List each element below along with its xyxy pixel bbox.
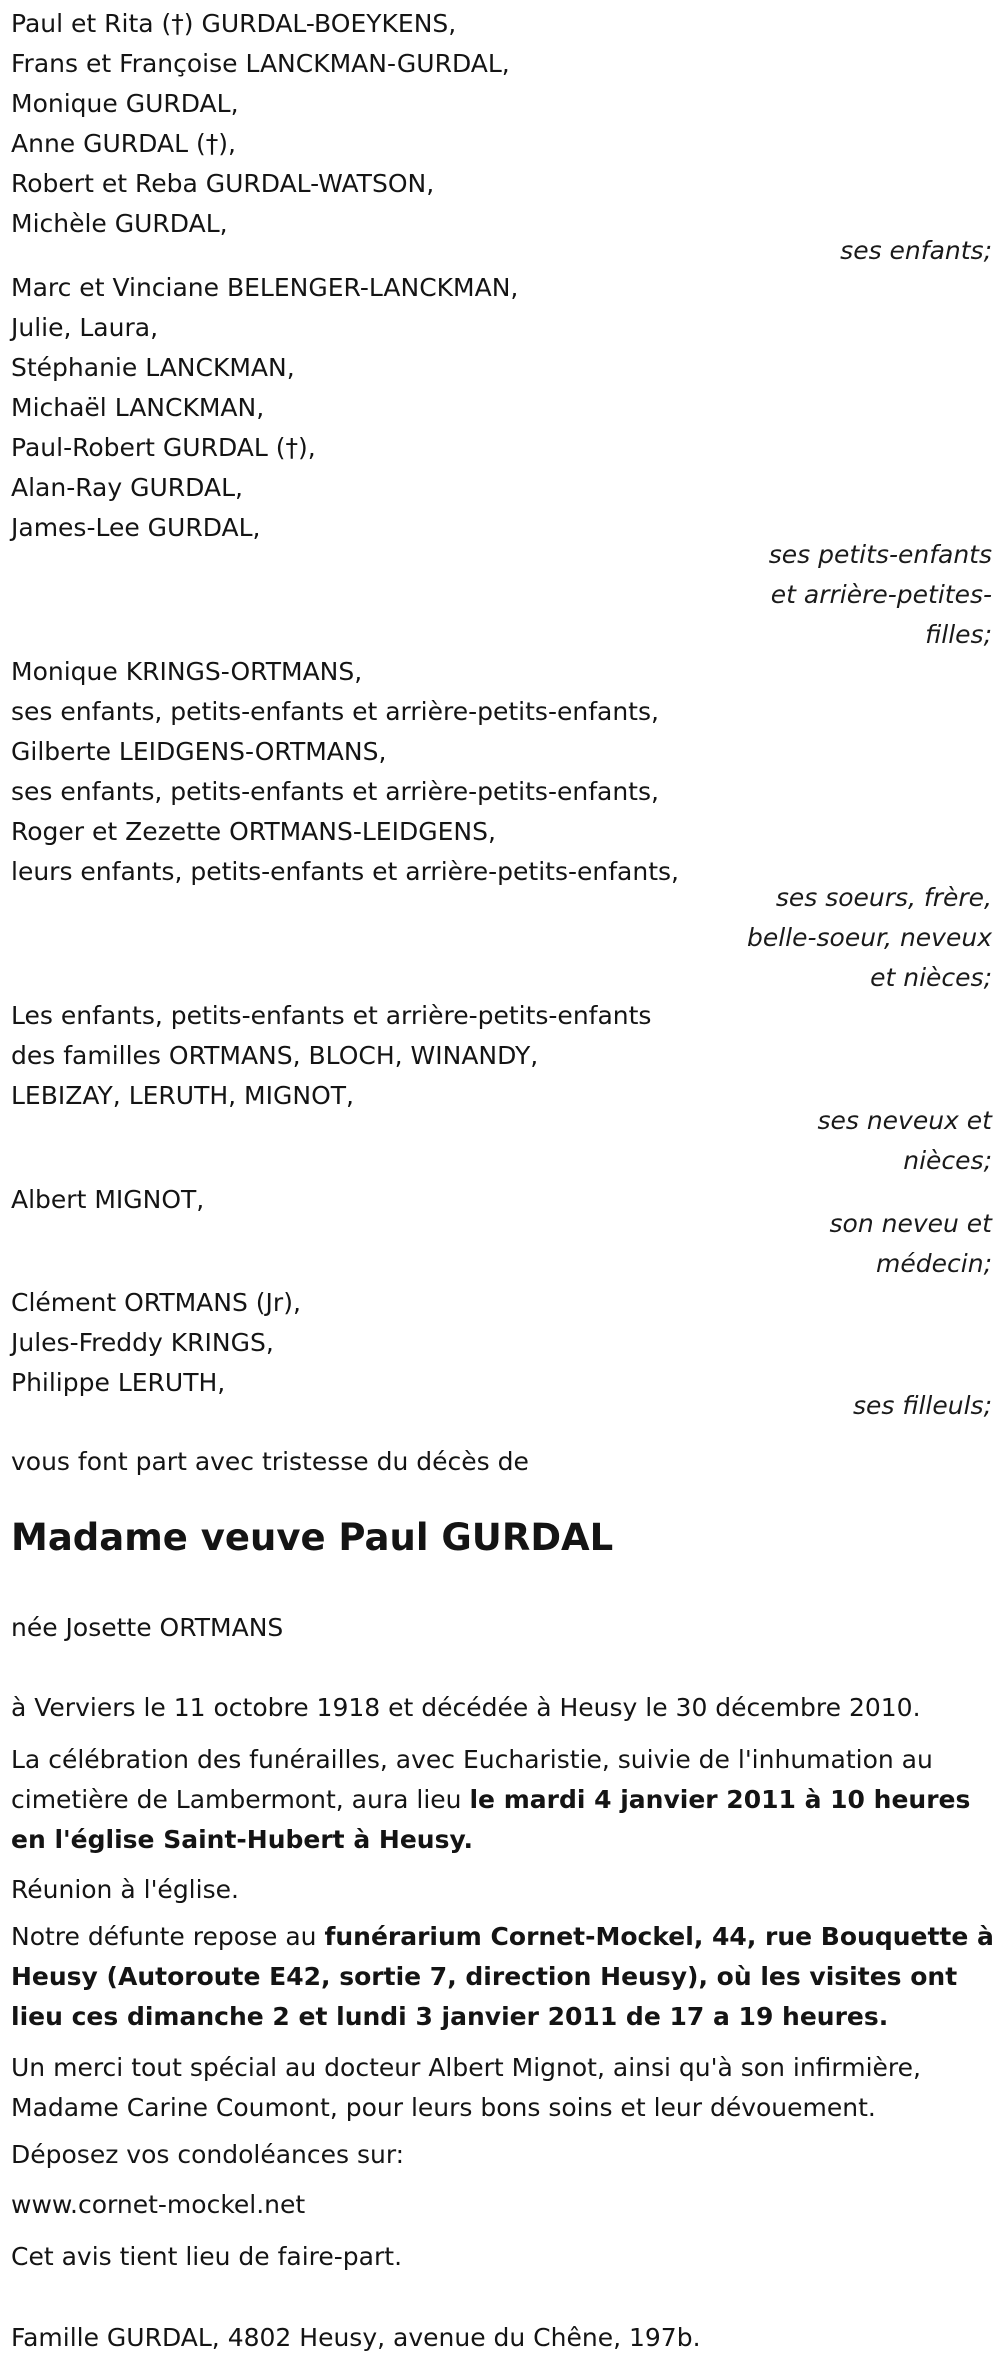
- role-grandchildren: [692, 535, 992, 655]
- role-line: ses neveux et: [817, 1106, 992, 1135]
- family-address: Famille GURDAL, 4802 Heusy, avenue du Chêne, 197b.: [11, 2323, 701, 2352]
- siblings-list: [11, 652, 991, 892]
- notice-text: Cet avis tient lieu de faire-part.: [11, 2242, 403, 2271]
- list-item: Jules-Freddy KRINGS,: [11, 1328, 274, 1357]
- role-line: et nièces;: [870, 963, 992, 992]
- role-line: médecin;: [876, 1249, 992, 1278]
- grandchildren-list: [11, 268, 991, 548]
- list-item: ses enfants, petits-enfants et arrière-petits-enfants,: [11, 777, 659, 806]
- list-item: Stéphanie LANCKMAN,: [11, 353, 295, 382]
- nephews-list: [11, 996, 991, 1116]
- thanks-paragraph: Un merci tout spécial au docteur Albert Mignot, ainsi qu'à son infirmière, Madame Carine Coumont, pour leurs bons soins et leur dévouement.: [11, 2053, 921, 2122]
- list-item: ses enfants, petits-enfants et arrière-petits-enfants,: [11, 697, 659, 726]
- rest-paragraph: [11, 1917, 996, 2037]
- list-item: Frans et Françoise LANCKMAN-GURDAL,: [11, 49, 510, 78]
- role-siblings: [692, 878, 992, 998]
- role-line: ses petits-enfants: [768, 540, 992, 569]
- list-item: Monique GURDAL,: [11, 89, 239, 118]
- role-line: filles;: [925, 620, 992, 649]
- deceased-name: Madame veuve Paul GURDAL: [11, 1516, 614, 1559]
- reunion-text: Réunion à l'église.: [11, 1875, 239, 1904]
- list-item: Marc et Vinciane BELENGER-LANCKMAN,: [11, 273, 519, 302]
- list-item: Michaël LANCKMAN,: [11, 393, 265, 422]
- list-item: Anne GURDAL (†),: [11, 129, 236, 158]
- list-item: Clément ORTMANS (Jr),: [11, 1288, 301, 1317]
- list-item: Roger et Zezette ORTMANS-LEIDGENS,: [11, 817, 496, 846]
- list-item: Philippe LERUTH,: [11, 1368, 226, 1397]
- role-line: son neveu et: [829, 1209, 992, 1238]
- list-item: Robert et Reba GURDAL-WATSON,: [11, 169, 435, 198]
- role-nephews: [692, 1101, 992, 1181]
- list-item: Paul et Rita (†) GURDAL-BOEYKENS,: [11, 9, 457, 38]
- children-list: [11, 4, 991, 244]
- role-doctor: [692, 1204, 992, 1284]
- list-item: Les enfants, petits-enfants et arrière-petits-enfants: [11, 1001, 652, 1030]
- list-item: des familles ORTMANS, BLOCH, WINANDY,: [11, 1041, 539, 1070]
- list-item: LEBIZAY, LERUTH, MIGNOT,: [11, 1081, 354, 1110]
- list-item: Julie, Laura,: [11, 313, 159, 342]
- role-line: et arrière-petites-: [770, 580, 992, 609]
- role-line: ses soeurs, frère,: [775, 883, 992, 912]
- list-item: Paul-Robert GURDAL (†),: [11, 433, 316, 462]
- list-item: Albert MIGNOT,: [11, 1185, 205, 1214]
- birth-death-text: à Verviers le 11 octobre 1918 et décédée à Heusy le 30 décembre 2010.: [11, 1693, 921, 1722]
- role-children: ses enfants;: [840, 236, 992, 265]
- godchildren-list: [11, 1283, 991, 1403]
- rest-text: Notre défunte repose au: [11, 1922, 325, 1951]
- funeral-date-place: le mardi 4 janvier 2011 à 10 heures en l'église Saint-Hubert à Heusy.: [11, 1785, 971, 1854]
- announcement-text: vous font part avec tristesse du décès de: [11, 1447, 529, 1476]
- funerarium-details: funérarium Cornet-Mockel, 44, rue Bouquette à Heusy (Autoroute E42, sortie 7, direction Heusy), où les visites ont lieu ces dimanche 2 et lundi 3 janvier 2011 de 17 a 19 heures.: [11, 1922, 994, 2031]
- funeral-paragraph: [11, 1740, 996, 1860]
- role-line: nièces;: [903, 1146, 992, 1175]
- funeral-text: La célébration des funérailles, avec Eucharistie, suivie de l'inhumation au cimetière de Lambermont, aura lieu: [11, 1745, 933, 1814]
- list-item: James-Lee GURDAL,: [11, 513, 261, 542]
- list-item: Monique KRINGS-ORTMANS,: [11, 657, 363, 686]
- list-item: Gilberte LEIDGENS-ORTMANS,: [11, 737, 387, 766]
- website-link[interactable]: www.cornet-mockel.net: [11, 2190, 306, 2219]
- condolences-text: Déposez vos condoléances sur:: [11, 2140, 405, 2169]
- list-item: leurs enfants, petits-enfants et arrière-petits-enfants,: [11, 857, 679, 886]
- born-name: née Josette ORTMANS: [11, 1613, 284, 1642]
- list-item: Alan-Ray GURDAL,: [11, 473, 243, 502]
- list-item: Michèle GURDAL,: [11, 209, 228, 238]
- role-line: belle-soeur, neveux: [746, 923, 992, 952]
- role-godchildren: ses filleuls;: [852, 1391, 992, 1420]
